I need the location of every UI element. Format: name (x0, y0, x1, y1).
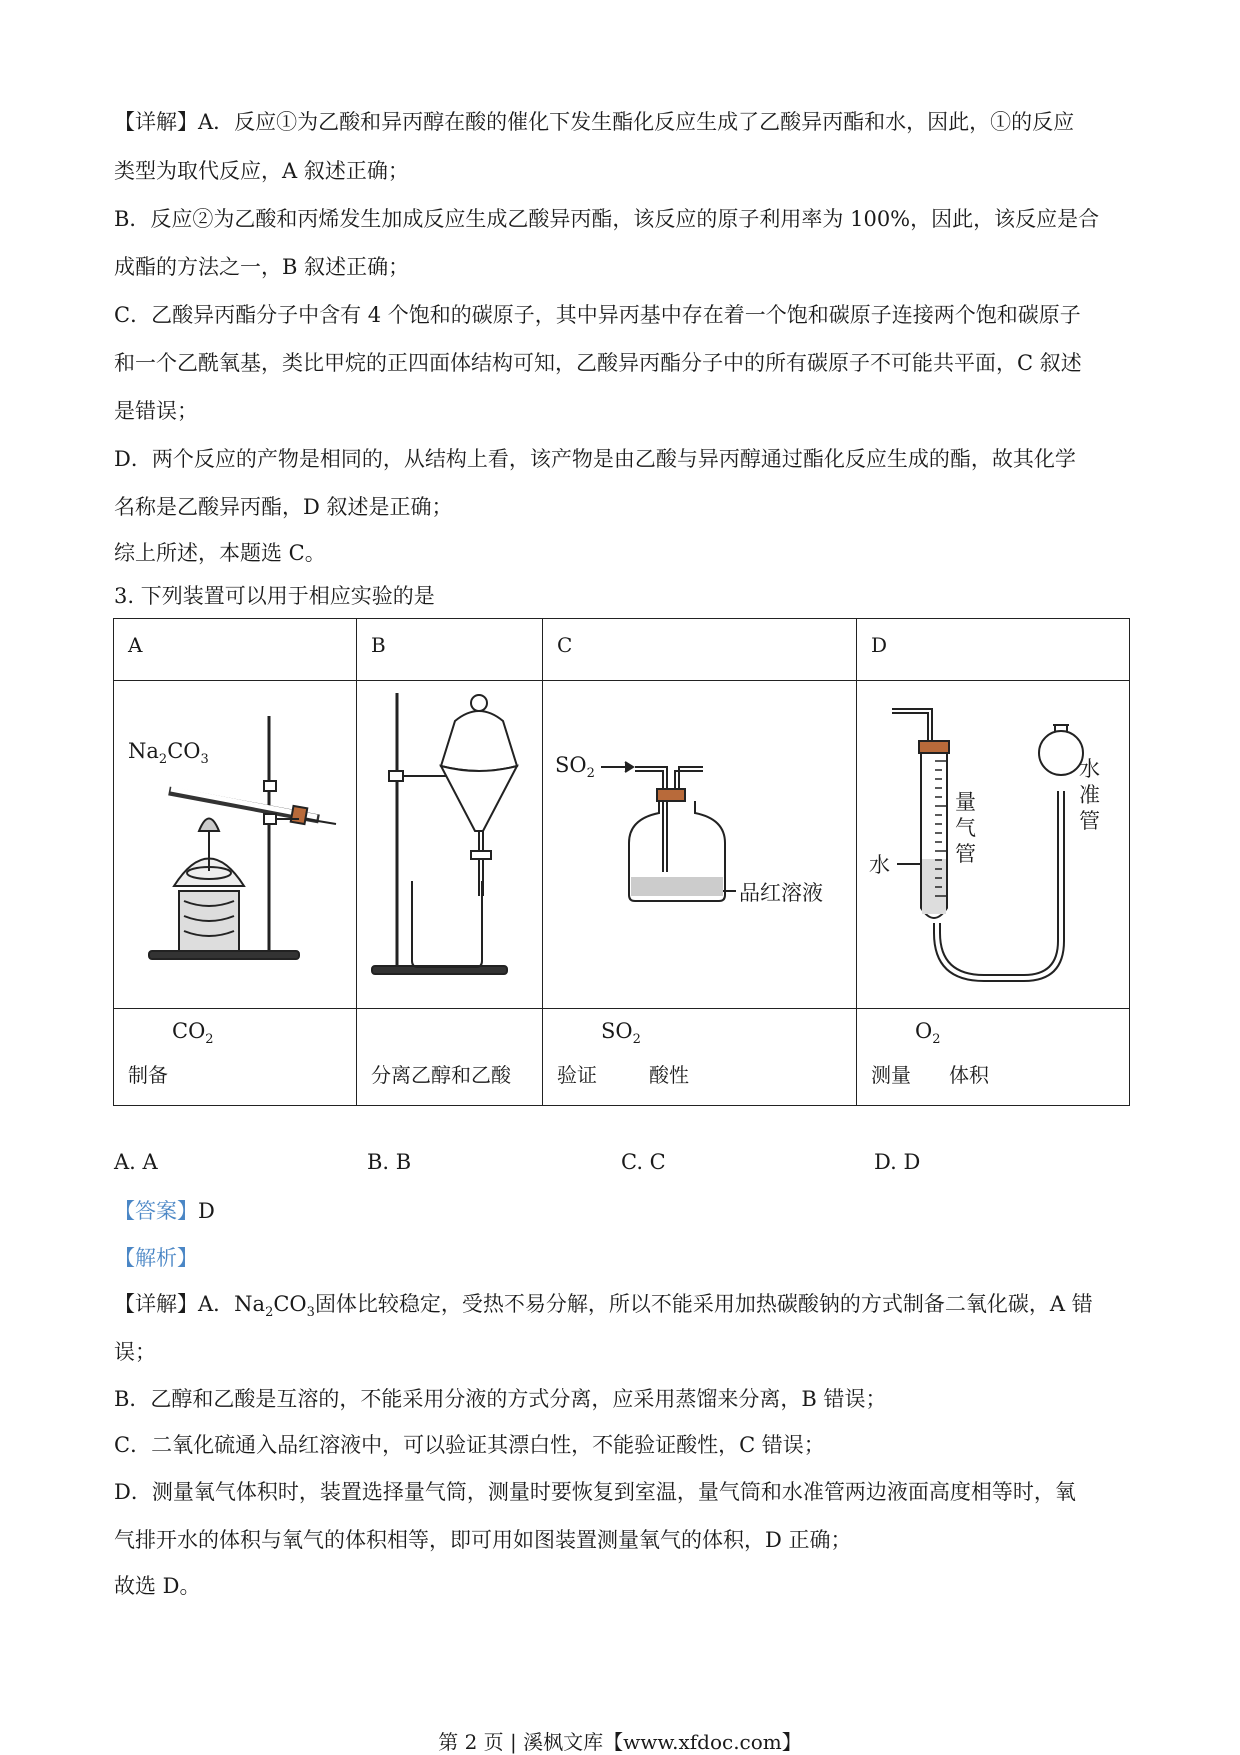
apparatus-table (113, 618, 1130, 1106)
apparatus-c (543, 681, 857, 1009)
paragraph: D．两个反应的产物是相同的，从结构上看，该产物是由乙酸与异丙醇通过酯化反应生成的酯，故其化学 (114, 447, 1076, 471)
apparatus-d-drawing (857, 681, 1129, 1003)
option-d[interactable]: D. D (874, 1150, 921, 1174)
option-b[interactable]: B. B (367, 1150, 412, 1174)
apparatus-c-drawing (543, 681, 856, 1003)
page-footer: 第 2 页 | 溪枫文库【www.xfdoc.com】 (438, 1730, 802, 1754)
caption-b (357, 1009, 543, 1106)
detail-line: C．二氧化硫通入品红溶液中，可以验证其漂白性，不能验证酸性，C 错误； (114, 1433, 825, 1457)
answer-value: D (198, 1199, 215, 1223)
caption-a (114, 1009, 357, 1106)
caption-d-pre: 测量 (871, 1063, 911, 1087)
paragraph: 成酯的方法之一，B 叙述正确； (114, 255, 410, 279)
option-c[interactable]: C. C (621, 1150, 666, 1174)
detail-line: 故选 D。 (114, 1574, 201, 1598)
question-stem: 3. 下列装置可以用于相应实验的是 (114, 584, 435, 608)
caption-c-pre: 验证 (557, 1063, 597, 1087)
apparatus-b (357, 681, 543, 1009)
label-so2: $SO_2$ (555, 753, 595, 782)
detail-line: D．测量氧气体积时，装置选择量气筒，测量时要恢复到室温，量气筒和水准管两边液面高度相等时，氧 (114, 1480, 1076, 1504)
caption-a-chem: $CO_2$ (172, 1019, 214, 1048)
answer-tag: 【答案】 (114, 1199, 198, 1223)
paragraph: 和一个乙酰氧基，类比甲烷的正四面体结构可知，乙酸异丙酯分子中的所有碳原子不可能共平面，C 叙述 (114, 351, 1082, 375)
apparatus-a (114, 681, 357, 1009)
paragraph: B．反应②为乙酸和丙烯发生加成反应生成乙酸异丙酯，该反应的原子利用率为 100%，因此，该反应是合 (114, 207, 1100, 231)
header-c: C (543, 619, 857, 681)
apparatus-a-drawing (114, 681, 356, 1003)
caption-a-text: 制备 (128, 1063, 168, 1087)
header-d: D (857, 619, 1130, 681)
header-b: B (357, 619, 543, 681)
paragraph: 名称是乙酸异丙酯，D 叙述是正确； (114, 495, 453, 519)
caption-b-text: 分离乙醇和乙酸 (371, 1063, 511, 1087)
option-a[interactable]: A. A (114, 1150, 158, 1174)
caption-d-post: 体积 (949, 1063, 989, 1087)
paragraph: 综上所述，本题选 C。 (114, 541, 326, 565)
caption-c-post: 酸性 (649, 1063, 689, 1087)
apparatus-d (857, 681, 1130, 1009)
paragraph: 【详解】A．反应①为乙酸和异丙醇在酸的催化下发生酯化反应生成了乙酸异丙酯和水，因此，①的反应 (114, 110, 1075, 134)
paragraph: C．乙酸异丙酯分子中含有 4 个饱和的碳原子，其中异丙基中存在着一个饱和碳原子连接两个饱和碳原子 (114, 303, 1081, 327)
label-level-tube: 水准管 (1079, 757, 1100, 833)
apparatus-b-drawing (357, 681, 542, 1003)
caption-d (857, 1009, 1130, 1106)
caption-c-chem: $SO_2$ (601, 1019, 641, 1048)
paragraph: 类型为取代反应，A 叙述正确； (114, 159, 409, 183)
answer-line (114, 1195, 215, 1225)
paragraph: 是错误； (114, 399, 198, 423)
label-na2co3: $Na_2CO_3$ (128, 739, 209, 768)
detail-line: B．乙醇和乙酸是互溶的，不能采用分液的方式分离，应采用蒸馏来分离，B 错误； (114, 1387, 887, 1411)
label-water: 水 (869, 853, 890, 877)
detail-line-1: 【详解】A．$Na_2CO_3$固体比较稳定，受热不易分解，所以不能采用加热碳酸钠的方式制备二氧化碳，A 错 (114, 1292, 1093, 1321)
detail-line: 误； (114, 1340, 156, 1364)
header-a: A (114, 619, 357, 681)
caption-d-chem: $O_2$ (915, 1019, 941, 1048)
detail-line: 气排开水的体积与氧气的体积相等，即可用如图装置测量氧气的体积，D 正确； (114, 1528, 852, 1552)
analysis-tag: 【解析】 (114, 1246, 198, 1270)
label-burette: 量气管 (955, 790, 976, 866)
caption-c (543, 1009, 857, 1106)
label-pinhong: 品红溶液 (739, 881, 823, 905)
